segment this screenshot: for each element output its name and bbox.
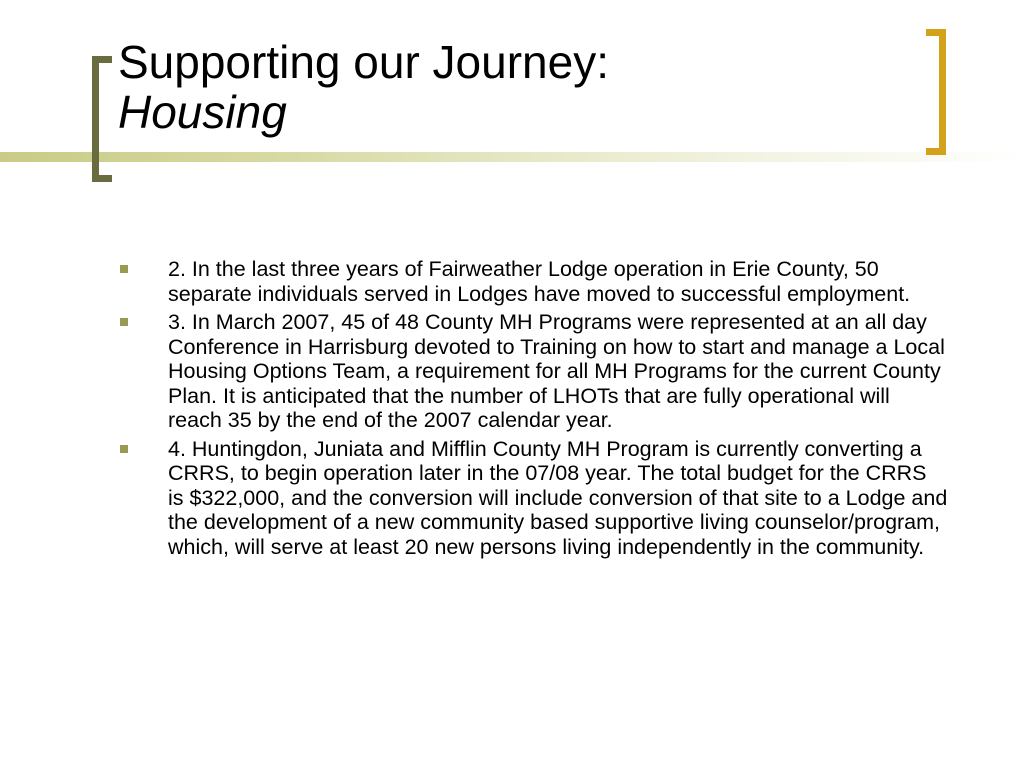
bullet-text: 3. In March 2007, 45 of 48 County MH Programs were represented at an all day Conference in Harrisburg devoted to Training on how to start and manage a Local Housing Options Team, a requirement for all MH Programs for the current County Plan. It is anticipated that the number of LHOTs that are fully operational will reach 35 by the end of the 2007 calendar year. bbox=[168, 310, 945, 432]
square-bullet-icon bbox=[120, 318, 128, 326]
square-bullet-icon bbox=[120, 445, 128, 453]
title-underline-rule bbox=[0, 152, 1024, 162]
slide-title-main: Supporting our Journey: bbox=[118, 36, 609, 88]
bullet-text: 2. In the last three years of Fairweather Lodge operation in Erie County, 50 separate individuals served in Lodges have moved to successful employment. bbox=[168, 257, 911, 306]
right-bracket-decoration bbox=[926, 29, 946, 155]
slide-title-subtitle: Housing bbox=[118, 85, 287, 138]
bullet-item bbox=[118, 437, 948, 560]
bullet-list bbox=[118, 257, 948, 563]
square-bullet-icon bbox=[120, 265, 128, 273]
bullet-item bbox=[118, 257, 948, 306]
bullet-item bbox=[118, 310, 948, 433]
slide-title bbox=[118, 38, 609, 137]
bullet-text: 4. Huntingdon, Juniata and Mifflin County MH Program is currently converting a CRRS, to begin operation later in the 07/08 year. The total budget for the CRRS is $322,000, and the conversion will include conversion of that site to a Lodge and the development of a new community based supportive living counselor/program, which, will serve at least 20 new persons living independently in the community. bbox=[168, 436, 948, 559]
left-bracket-decoration bbox=[92, 56, 112, 182]
